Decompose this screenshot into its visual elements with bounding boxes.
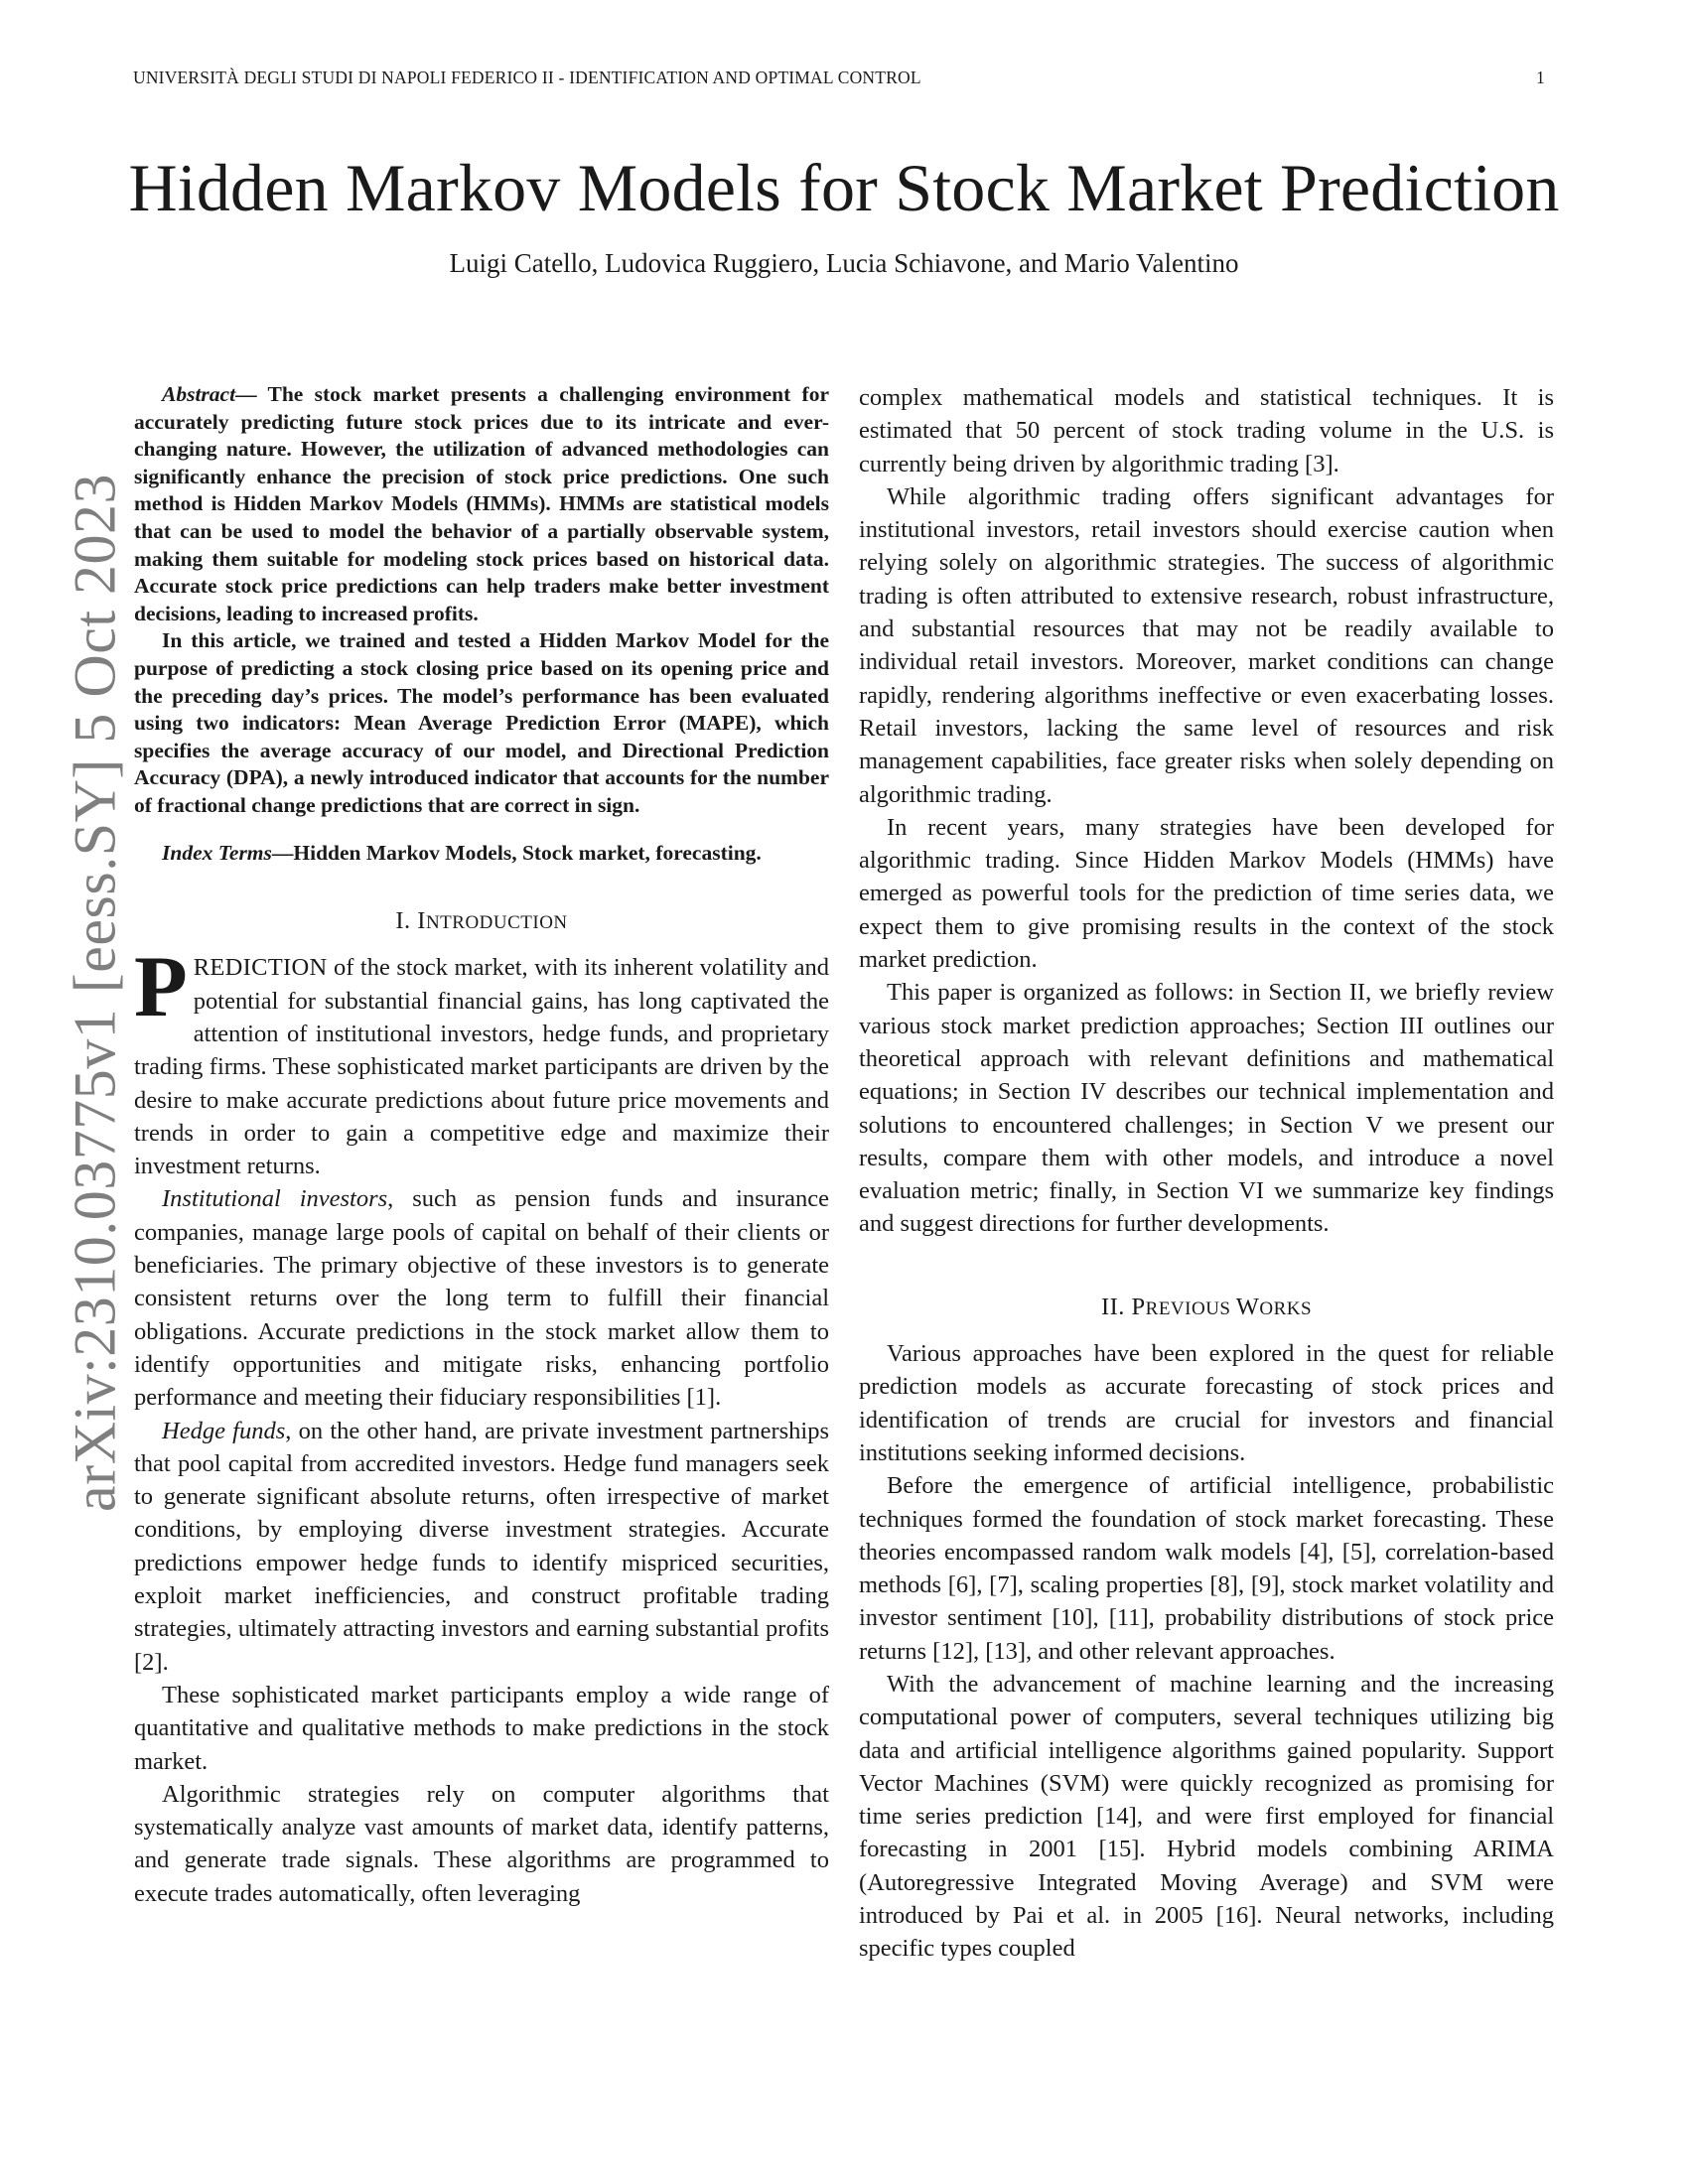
- section-heading-previous-works: II. PREVIOUS WORKS: [1100, 1293, 1313, 1320]
- abstract-paragraph-2: In this article, we trained and tested a Hidden Markov Model for the purpose of predicting a stock closing price based on its opening price and the preceding day’s prices. The model’s performance has been evaluated using two indicators: Mean Average Prediction Error (MAPE), which specifies the average accuracy of our model, and Directional Prediction Accuracy (DPA), a newly introduced indicator that accounts for the number of fractional change predictions that are correct in sign.: [134, 628, 829, 817]
- running-header: [133, 68, 1545, 88]
- intro-paragraph-6: While algorithmic trading offers significant advantages for institutional investors, retail investors should exercise caution when relying solely on algorithmic strategies. The success of algorithmic trading is often attributed to extensive research, robust infrastructure, and substantial resources that may not be readily available to individual retail investors. Moreover, market conditions can change rapidly, rendering algorithms ineffective or even exacerbating losses. Retail investors, lacking the same level of resources and risk management capabilities, face greater risks when solely depending on algorithmic trading.: [859, 482, 1554, 808]
- paper-title: Hidden Markov Models for Stock Market Prediction: [128, 150, 1560, 225]
- running-header-text: UNIVERSITÀ DEGLI STUDI DI NAPOLI FEDERICO II - IDENTIFICATION AND OPTIMAL CONTROL: [133, 68, 921, 87]
- drop-cap: P: [134, 939, 188, 1036]
- abstract: [134, 381, 829, 820]
- intro-paragraph-4: These sophisticated market participants employ a wide range of quantitative and qualitative methods to make predictions in the stock market.: [134, 1681, 829, 1775]
- intro-paragraph-5: Algorithmic strategies rely on computer algorithms that systematically analyze vast amounts of market data, identify patterns, and generate trade signals. These algorithms are programmed to execute trades automatically, often leveraging: [134, 1780, 829, 1907]
- previous-works-paragraph-2: Before the emergence of artificial intelligence, probabilistic techniques formed the foundation of stock market forecasting. These theories encompassed random walk models [4], [5], correlation-based methods [6], [7], scaling properties [8], [9], stock market volatility and investor sentiment [10], [11], probability distributions of stock price returns [12], [13], and other relevant approaches.: [859, 1472, 1554, 1665]
- intro-lead-caps: REDICTION: [193, 954, 328, 982]
- author-list: Luigi Catello, Ludovica Ruggiero, Lucia Schiavone, and Mario Valentino: [449, 248, 1239, 278]
- intro-paragraph-1: PREDICTION of the stock market, with its inherent volatility and potential for substantial financial gains, has long captivated the attention of institutional investors, hedge funds, and proprietary trading firms. These sophisticated market participants are driven by the desire to make accurate predictions about future price movements and trends in order to gain a competitive edge and maximize their investment returns.: [134, 939, 829, 1180]
- left-column: [134, 381, 829, 1910]
- abstract-label: Abstract: [162, 382, 236, 406]
- intro-paragraph-8: This paper is organized as follows: in Section II, we briefly review various stock market prediction approaches; Section III outlines our theoretical approach with relevant definitions and mathematical equations; in Section IV describes our technical implementation and solutions to encountered challenges; in Section V we present our results, compare them with other models, and introduce a novel evaluation metric; finally, in Section VI we summarize key findings and suggest directions for further developments.: [859, 979, 1554, 1238]
- page-number: 1: [1536, 68, 1545, 87]
- index-terms-label: Index Terms: [162, 840, 272, 865]
- previous-works-paragraph-1: Various approaches have been explored in the quest for reliable prediction models as accurate forecasting of stock prices and identification of trends are crucial for investors and financial institutions seeking informed decisions.: [859, 1340, 1554, 1466]
- index-terms-text: —Hidden Markov Models, Stock market, forecasting.: [271, 840, 762, 865]
- intro-paragraph-3: Hedge funds, on the other hand, are private investment partnerships that pool capital from accredited investors. Hedge fund managers seek to generate significant absolute returns, often irrespective of market conditions, by employing diverse investment strategies. Accurate predictions empower hedge funds to identify mispriced securities, exploit market inefficiencies, and construct profitable trading strategies, ultimately attracting investors and earning substantial profits [2].: [134, 1417, 829, 1676]
- index-terms: [134, 840, 829, 868]
- previous-works-paragraph-3: With the advancement of machine learning and the increasing computational power of computers, several techniques utilizing big data and artificial intelligence algorithms gained popularity. Support Vector Machines (SVM) were quickly recognized as promising for time series prediction [14], and were first employed for financial forecasting in 2001 [15]. Hybrid models combining ARIMA (Autoregressive Integrated Moving Average) and SVM were introduced by Pai et al. in 2005 [16]. Neural networks, including specific types coupled: [859, 1670, 1554, 1963]
- arxiv-identifier-stamp: arXiv:2310.03775v1 [eess.SY] 5 Oct 2023: [62, 473, 128, 1513]
- intro-paragraph-5-continued: complex mathematical models and statistical techniques. It is estimated that 50 percent of stock trading volume in the U.S. is currently being driven by algorithmic trading [3].: [859, 384, 1554, 478]
- intro-paragraph-7: In recent years, many strategies have been developed for algorithmic trading. Since Hidden Markov Models (HMMs) have emerged as powerful tools for the prediction of time series data, we expect them to give promising results in the context of the stock market prediction.: [859, 813, 1554, 974]
- section-heading-introduction: I. INTRODUCTION: [395, 907, 568, 935]
- right-column: [859, 381, 1554, 1966]
- intro-paragraph-2: Institutional investors, such as pension funds and insurance companies, manage large pools of capital on behalf of their clients or beneficiaries. The primary objective of these investors is to generate consistent returns over the long term to fulfill their financial obligations. Accurate predictions in the stock market allow them to identify opportunities and mitigate risks, enhancing portfolio performance and meeting their fiduciary responsibilities [1].: [134, 1185, 829, 1412]
- abstract-paragraph-1: — The stock market presents a challenging environment for accurately predicting future stock prices due to its intricate and ever-changing nature. However, the utilization of advanced methodologies can significantly enhance the precision of stock price predictions. One such method is Hidden Markov Models (HMMs). HMMs are statistical models that can be used to model the behavior of a partially observable system, making them suitable for modeling stock prices based on historical data. Accurate stock price predictions can help traders make better investment decisions, leading to increased profits.: [134, 382, 829, 625]
